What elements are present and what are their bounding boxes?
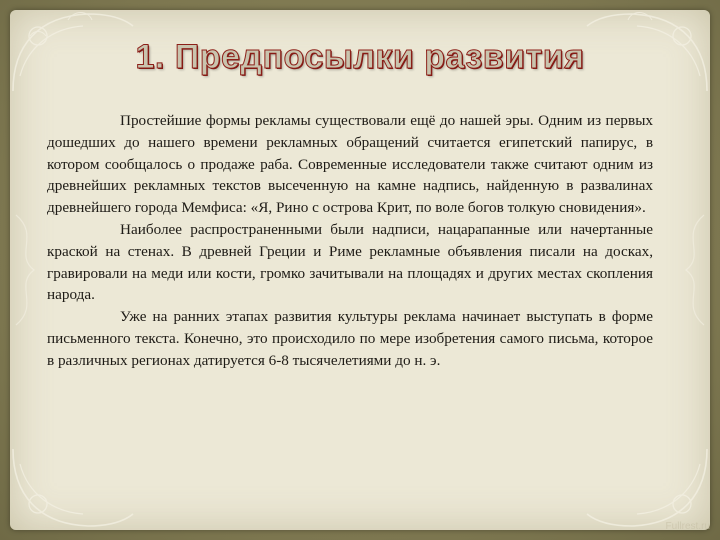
side-swirl-left	[10, 210, 44, 330]
side-swirl-right	[676, 210, 710, 330]
corner-ornament-bottom-left	[8, 444, 138, 534]
slide-body	[47, 110, 653, 372]
paragraph-3: Уже на ранних этапах развития культуры реклама начинает выступать в форме письменного текста. Конечно, это происходило по мере изобретения самого письма, которое в различных регионах датируется 6-8 тысячелетиями до н. э.	[47, 308, 653, 369]
slide-title: 1. Предпосылки развития	[135, 38, 585, 76]
paragraph-2: Наиболее распространенными были надписи, нацарапанные или начертанные краской на стенах. В древней Греции и Риме рекламные объявления писали на досках, гравировали на меди или кости, громко зачитывали на площадях и других местах скопления народа.	[47, 220, 653, 304]
footer-watermark: Fullrest.ru	[665, 521, 710, 532]
paragraph-1: Простейшие формы рекламы существовали ещё до нашей эры. Одним из первых дошедших до нашего времени рекламных обращений считается египетский папирус, в котором сообщалось о продаже раба. Современные исследователи также считают одним из древнейших рекламных текстов высеченную на камне надпись, найденную в развалинах древнейшего города Мемфиса: «Я, Рино с острова Крит, по воле богов толкую сновидения».	[47, 112, 653, 217]
